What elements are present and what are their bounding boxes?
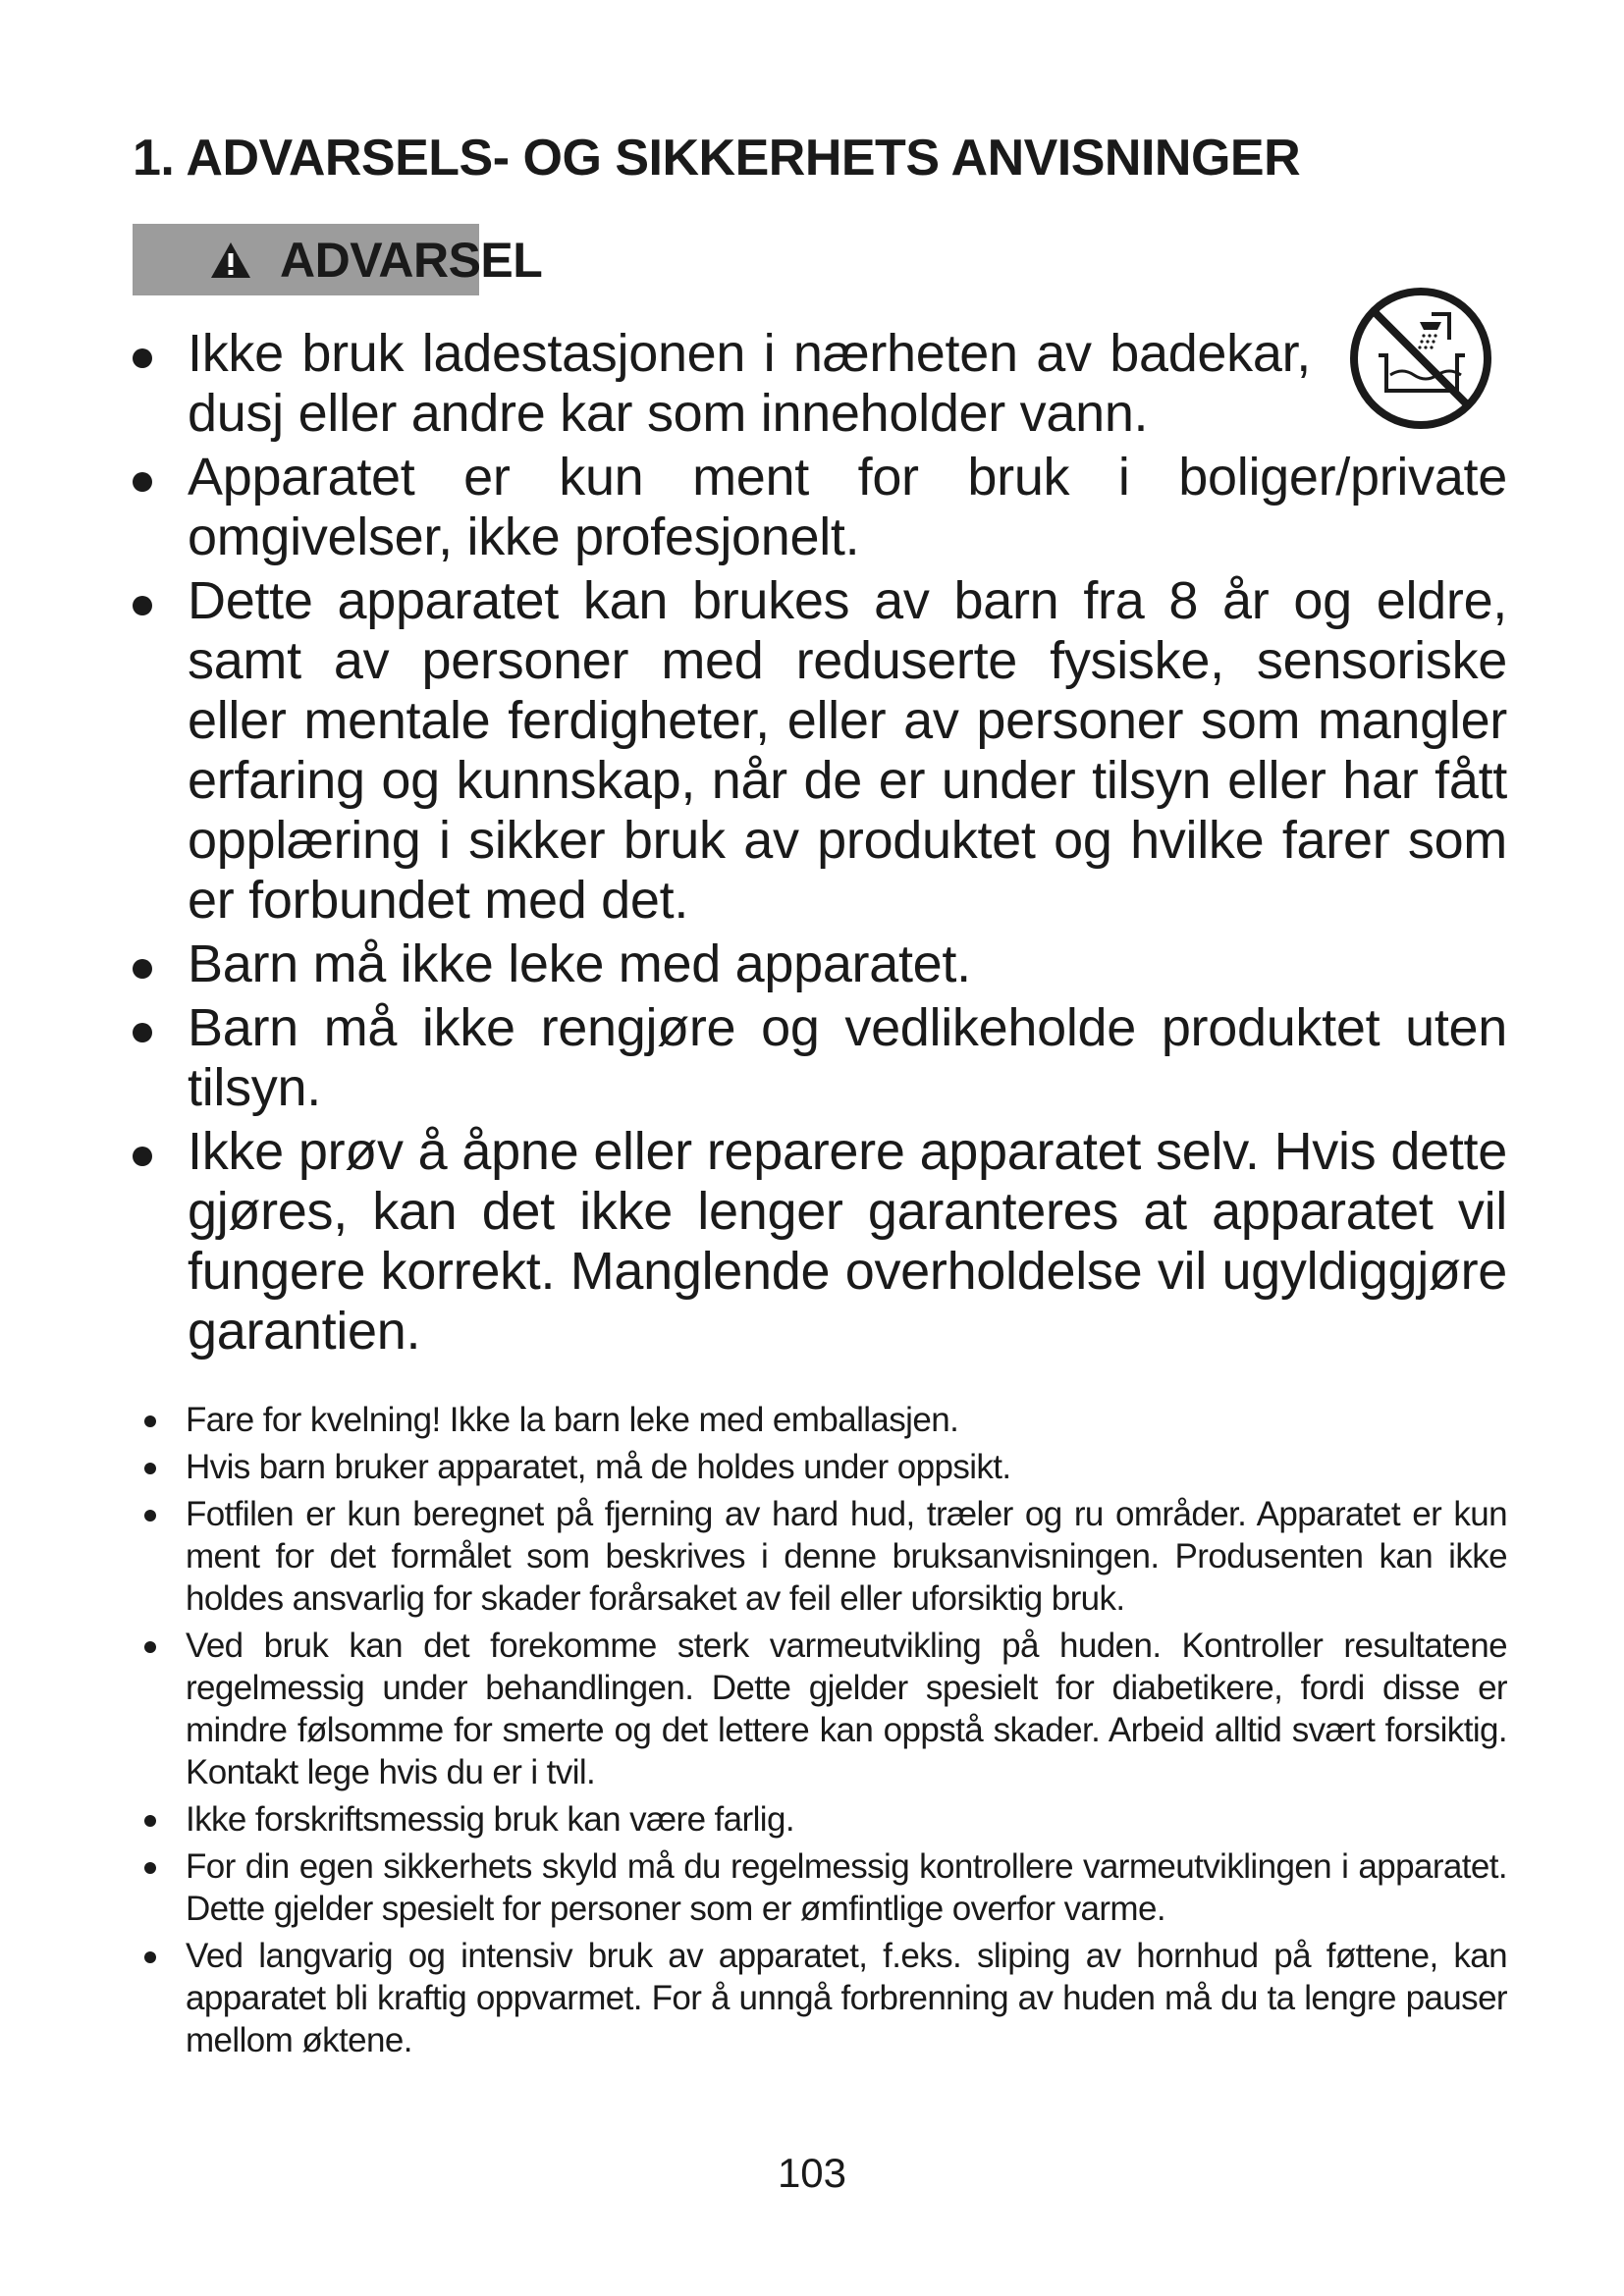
bullet-icon xyxy=(133,472,152,492)
list-item xyxy=(142,1399,1507,1441)
bullet-icon xyxy=(133,348,152,368)
list-item xyxy=(142,1493,1507,1620)
list-item-text: Hvis barn bruker apparatet, må de holdes under oppsikt. xyxy=(186,1448,1011,1486)
bullet-icon xyxy=(133,596,152,615)
list-item-text: Ved bruk kan det forekomme sterk varmeutvikling på huden. Kontroller resultatene regelmessig under behandlingen. Dette gjelder spesielt for diabetikere, fordi disse er mindre følsomme for smerte og det lettere kan oppstå skader. Arbeid alltid svært forsiktig. Kontakt lege hvis du er i tvil. xyxy=(186,1627,1507,1791)
bullet-icon xyxy=(144,1415,156,1427)
list-item xyxy=(142,1935,1507,2061)
bullet-icon xyxy=(144,1951,156,1963)
small-warning-list xyxy=(142,1399,1507,2066)
list-item xyxy=(133,448,1507,567)
list-item xyxy=(133,998,1507,1118)
list-item-text: Ikke prøv å åpne eller reparere apparatet selv. Hvis dette gjøres, kan det ikke lenger garanteres at apparatet vil fungere korrekt. Manglende overholdelse vil ugyldiggjøre garantien. xyxy=(188,1122,1507,1361)
bullet-icon xyxy=(144,1510,156,1522)
list-item-text: Ikke forskriftsmessig bruk kan være farlig. xyxy=(186,1800,794,1839)
list-item-text: Dette apparatet kan brukes av barn fra 8 år og eldre, samt av personer med reduserte fysiske, sensoriske eller mentale ferdigheter, eller av personer som mangler erfaring og kunnskap, når de er under tilsyn eller har fått opplæring i sikker bruk av produktet og hvilke farer som er forbundet med det. xyxy=(188,571,1507,930)
list-item xyxy=(142,1625,1507,1793)
list-item-text: Apparatet er kun ment for bruk i boliger/private omgivelser, ikke profesjonelt. xyxy=(188,448,1507,566)
list-item xyxy=(133,934,1507,994)
list-item xyxy=(142,1845,1507,1930)
bullet-icon xyxy=(144,1815,156,1827)
list-item-text: Barn må ikke leke med apparatet. xyxy=(188,934,971,993)
warning-label: ADVARSEL xyxy=(280,232,543,288)
bullet-icon xyxy=(133,1147,152,1166)
list-item xyxy=(133,1122,1507,1362)
list-item-text: Ved langvarig og intensiv bruk av apparatet, f.eks. sliping av hornhud på føttene, kan apparatet bli kraftig oppvarmet. For å unngå forbrenning av huden må du ta lengre pauser mellom øktene. xyxy=(186,1937,1507,2059)
bullet-icon xyxy=(144,1862,156,1874)
bullet-icon xyxy=(144,1641,156,1653)
page-title: 1. ADVARSELS- OG SIKKERHETS ANVISNINGER xyxy=(133,130,1301,187)
list-item-text: For din egen sikkerhets skyld må du regelmessig kontrollere varmeutviklingen i apparatet. Dette gjelder spesielt for personer som er ømfintlige overfor varme. xyxy=(186,1847,1507,1928)
list-item-text: Barn må ikke rengjøre og vedlikeholde produktet uten tilsyn. xyxy=(188,998,1507,1117)
list-item xyxy=(142,1798,1507,1841)
bullet-icon xyxy=(133,1023,152,1042)
bullet-icon xyxy=(144,1463,156,1474)
page-number: 103 xyxy=(777,2150,847,2196)
large-warning-list xyxy=(133,324,1507,1365)
list-item xyxy=(133,571,1507,931)
list-item-text: Ikke bruk ladestasjonen i nærheten av badekar, dusj eller andre kar som inneholder vann. xyxy=(188,324,1311,443)
list-item-text: Fare for kvelning! Ikke la barn leke med emballasjen. xyxy=(186,1401,959,1439)
list-item-text: Fotfilen er kun beregnet på fjerning av hard hud, træler og ru områder. Apparatet er kun ment for det formålet som beskrives i denne bruksanvisningen. Produsenten kan ikke holdes ansvarlig for skader forårsaket av feil eller uforsiktig bruk. xyxy=(186,1495,1507,1618)
bullet-icon xyxy=(133,959,152,979)
warning-banner xyxy=(133,224,1114,295)
warning-triangle-icon xyxy=(209,240,252,280)
list-item xyxy=(142,1446,1507,1488)
list-item xyxy=(133,324,1507,444)
